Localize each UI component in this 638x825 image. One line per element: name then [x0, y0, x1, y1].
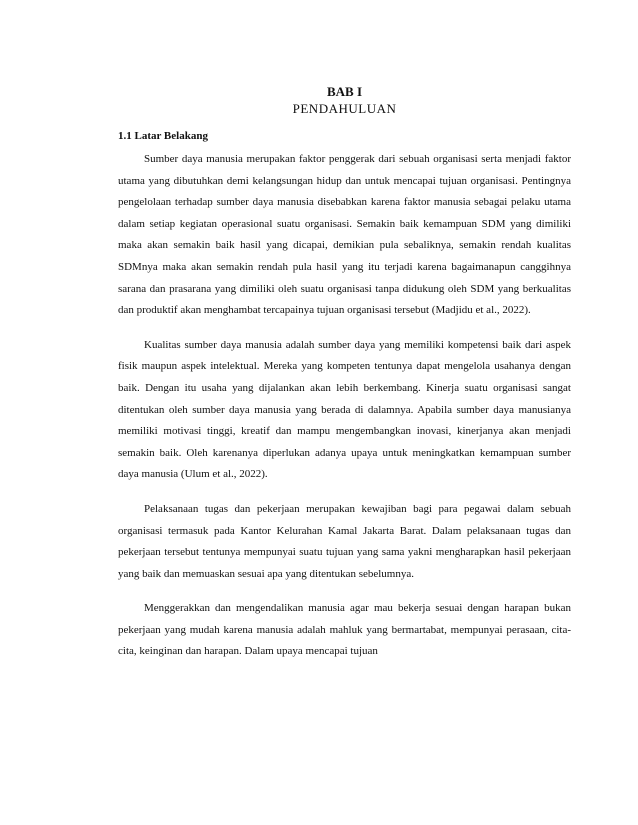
paragraph-1: Sumber daya manusia merupakan faktor penggerak dari sebuah organisasi serta menjadi faktor utama yang dibutuhkan demi kelangsungan hidup dan untuk mencapai tujuan organisasi. Pentingnya pengelolaan terhadap sumber daya manusia disebabkan karena faktor manusia sebagai pelaku utama dalam setiap kegiatan operasional suatu organisasi. Semakin baik kemampuan SDM yang dimiliki maka akan semakin baik hasil yang dicapai, demikian pula sebaliknya, semakin rendah kualitas SDMnya maka akan semakin rendah pula hasil yang itu terjadi karena bagaimanapun canggihnya sarana dan prasarana yang dimiliki oleh suatu organisasi tanpa didukung oleh SDM yang berkualitas dan produktif akan menghambat tercapainya tujuan organisasi tersebut (Madjidu et al., 2022). [118, 153, 571, 317]
paragraph-3: Pelaksanaan tugas dan pekerjaan merupakan kewajiban bagi para pegawai dalam sebuah organisasi termasuk pada Kantor Kelurahan Kamal Jakarta Barat. Dalam pelaksanaan tugas dan pekerjaan tersebut tentunya mempunyai suatu tujuan yang sama yakni mengharapkan hasil pekerjaan yang baik dan memuaskan sesuai apa yang ditentukan sebelumnya. [118, 502, 571, 580]
paragraph-2: Kualitas sumber daya manusia adalah sumber daya yang memiliki kompetensi baik dari aspek fisik maupun aspek intelektual. Mereka yang kompeten tentunya dapat mengelola usahanya dengan baik. Dengan itu usaha yang dijalankan akan lebih berkembang. Kinerja suatu organisasi sangat ditentukan oleh sumber daya manusia yang berada di dalamnya. Apabila sumber daya manusianya memiliki motivasi tinggi, kreatif dan mampu mengembangkan inovasi, kinerjanya akan menjadi semakin baik. Oleh karenanya diperlukan adanya upaya untuk meningkatkan kemampuan sumber daya manusia (Ulum et al., 2022). [118, 338, 571, 481]
chapter-number: BAB I [326, 84, 363, 99]
chapter-title: PENDAHULUAN [292, 101, 397, 116]
section-heading: 1.1 Latar Belakang [118, 130, 208, 142]
paragraph-4: Menggerakkan dan mengendalikan manusia agar mau bekerja sesuai dengan harapan bukan pekerjaan yang mudah karena manusia adalah mahluk yang bermartabat, mempunyai perasaan, cita-cita, keinginan dan harapan. Dalam upaya mencapai tujuan [118, 602, 571, 658]
